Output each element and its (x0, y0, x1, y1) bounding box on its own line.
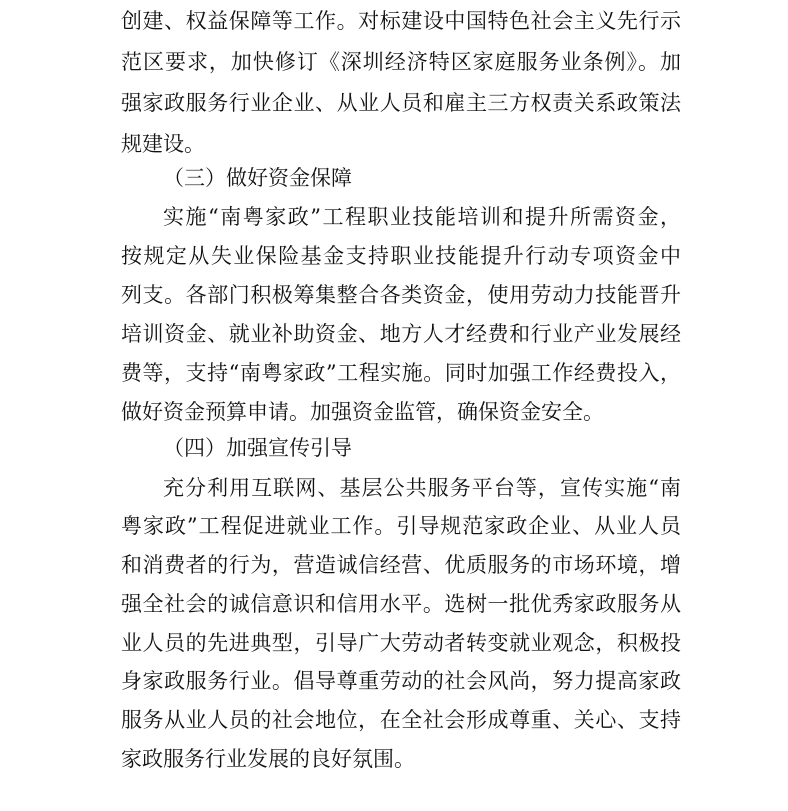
body-text-line: 做好资金预算申请。加强资金监管，确保资金安全。 (121, 400, 604, 424)
body-text-line: 培训资金、就业补助资金、地方人才经费和行业产业发展经 (121, 322, 681, 346)
body-text-line: 费等，支持“南粤家政”工程实施。同时加强工作经费投入， (121, 361, 681, 385)
body-text-line: 身家政服务行业。倡导尊重劳动的社会风尚，努力提高家政 (121, 669, 681, 693)
body-text-line: 业人员的先进典型，引导广大劳动者转变就业观念，积极投 (121, 631, 681, 655)
body-text-line: 服务从业人员的社会地位，在全社会形成尊重、关心、支持 (121, 708, 681, 732)
body-text-line: 列支。各部门积极筹集整合各类资金，使用劳动力技能晋升 (121, 283, 681, 307)
paragraph-first-line: 实施“南粤家政”工程职业技能培训和提升所需资金， (163, 205, 681, 229)
paragraph-first-line: 充分利用互联网、基层公共服务平台等，宣传实施“南 (163, 476, 681, 500)
body-text-line: 强全社会的诚信意识和信用水平。选树一批优秀家政服务从 (121, 592, 681, 616)
body-text-line: 家政服务行业发展的良好氛围。 (121, 747, 415, 771)
body-text-line: 强家政服务行业企业、从业人员和雇主三方权责关系政策法 (121, 91, 681, 115)
body-text-line: 范区要求，加快修订《深圳经济特区家庭服务业条例》。加 (121, 50, 681, 74)
body-text-line: 规建设。 (121, 132, 205, 156)
body-text-line: 按规定从失业保险基金支持职业技能提升行动专项资金中 (121, 244, 681, 268)
body-text-line: 和消费者的行为，营造诚信经营、优质服务的市场环境，增 (121, 553, 681, 577)
section-heading-3: （三）做好资金保障 (163, 166, 352, 190)
body-text-line: 粤家政”工程促进就业工作。引导规范家政企业、从业人员 (121, 514, 681, 538)
section-heading-4: （四）加强宣传引导 (163, 436, 352, 460)
body-text-line: 创建、权益保障等工作。对标建设中国特色社会主义先行示 (121, 9, 681, 33)
